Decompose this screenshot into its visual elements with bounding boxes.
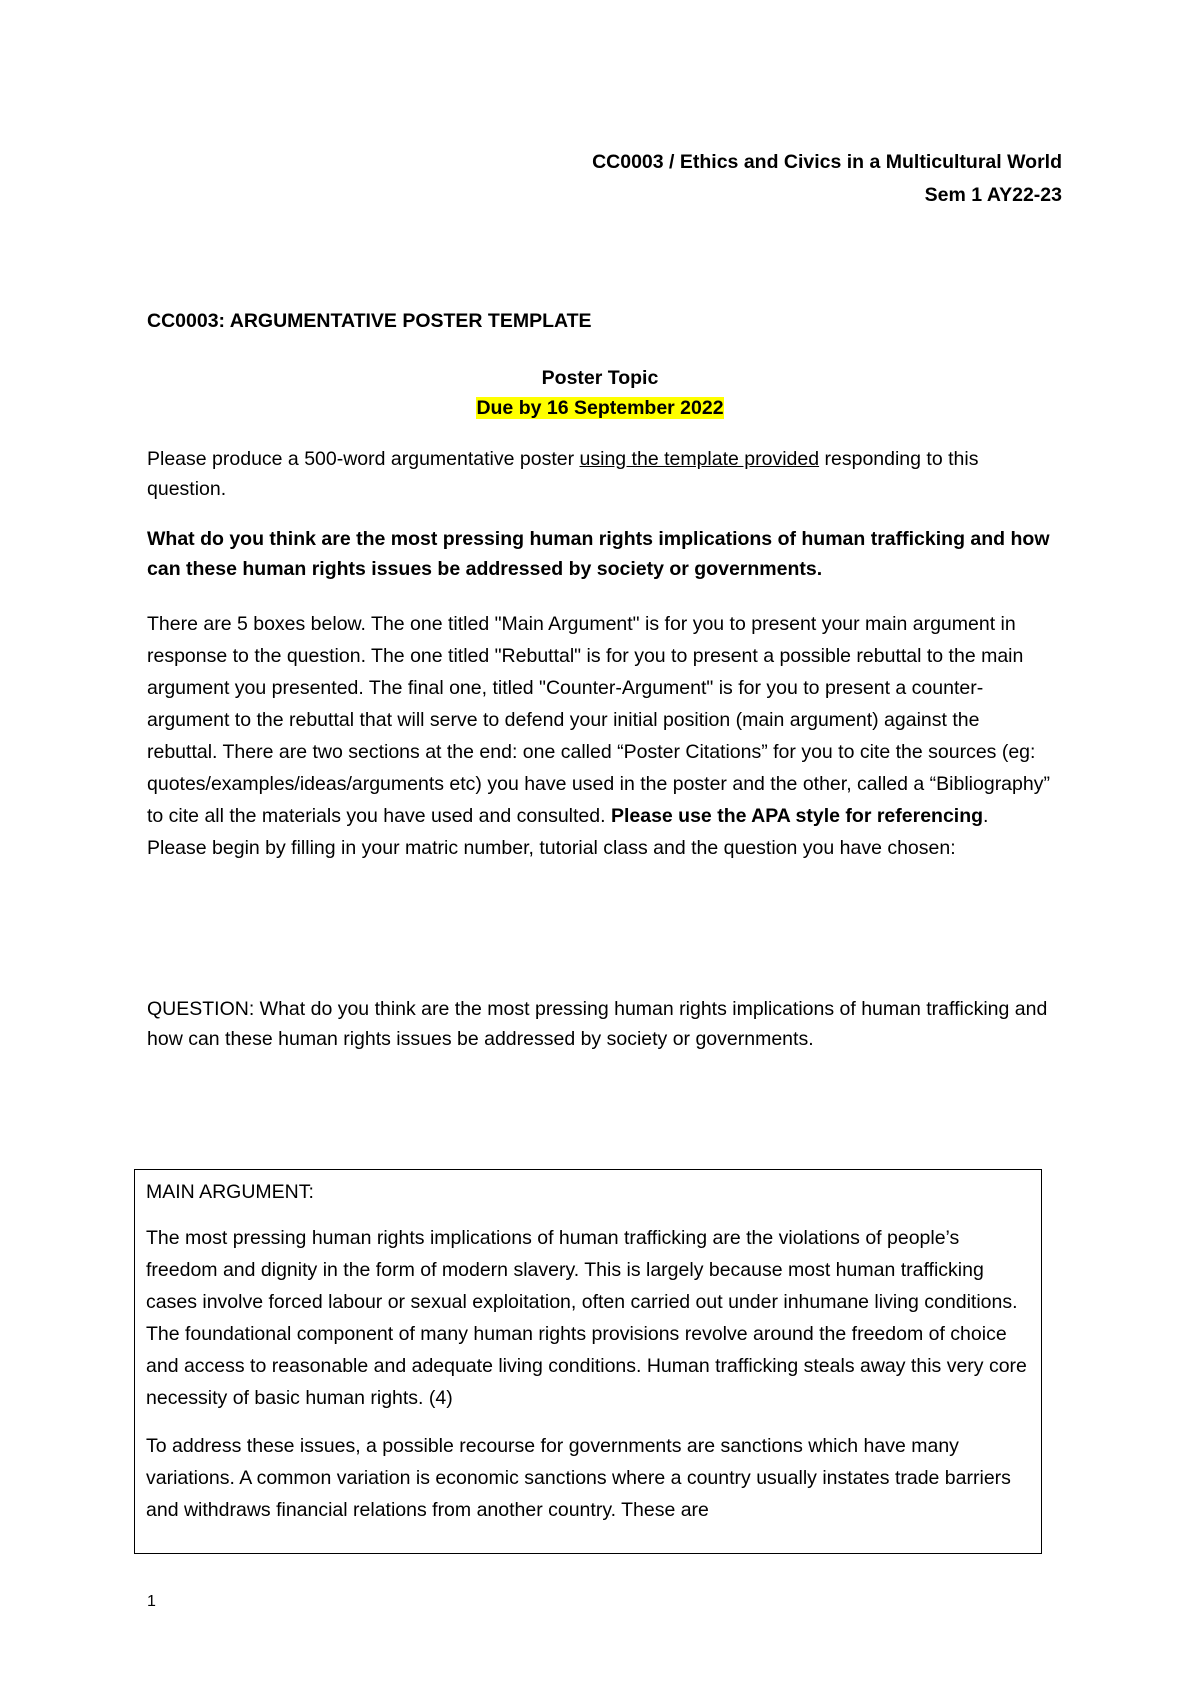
- due-date: Due by 16 September 2022: [476, 397, 724, 419]
- instructions-bold: Please use the APA style for referencing: [610, 805, 984, 827]
- instructions-paragraph: [147, 608, 1052, 864]
- page-header: [592, 146, 1062, 212]
- main-argument-paragraph-1: The most pressing human rights implications of human trafficking are the violations of people’s freedom and dignity in the form of modern slavery. This is largely because most human trafficking cases involve forced labour or sexual exploitation, often carried out under inhumane living conditions. The foundational component of many human rights provisions revolve around the freedom of choice and access to reasonable and adequate living conditions. Human trafficking steals away this very core necessity of basic human rights. (4): [146, 1227, 1027, 1409]
- semester-line: Sem 1 AY22-23: [924, 184, 1062, 206]
- instructions-part2: . Please begin by filling in your matric number, tutorial class and the question you have chosen:: [147, 805, 989, 859]
- document-title: CC0003: ARGUMENTATIVE POSTER TEMPLATE: [147, 310, 592, 332]
- poster-topic: Poster Topic: [541, 367, 659, 389]
- question-bold: What do you think are the most pressing human rights implications of human trafficking and how can these human rights issues be addressed by society or governments.: [147, 528, 1050, 580]
- main-argument-heading: MAIN ARGUMENT:: [146, 1181, 314, 1203]
- topic-block: [0, 363, 1200, 423]
- intro-text-after: responding to this question.: [147, 448, 979, 500]
- instructions-part1: There are 5 boxes below. The one titled "Main Argument" is for you to present your main argument in response to the question. The one titled "Rebuttal" is for you to present a possible rebuttal to the main argument you presented. The final one, titled "Counter-Argument" is for you to present a counter-argument to the rebuttal that will serve to defend your initial position (main argument) against the rebuttal. There are two sections at the end: one called “Poster Citations” for you to cite the sources (eg: quotes/examples/ideas/arguments etc) you have used in the poster and the other, called a “Bibliography” to cite all the materials you have used and consulted.: [147, 613, 1050, 827]
- main-argument-paragraph-2: To address these issues, a possible recourse for governments are sanctions which have many variations. A common variation is economic sanctions where a country usually instates trade barriers and withdraws financial relations from another country. These are: [146, 1435, 1011, 1521]
- main-argument-box: [134, 1169, 1042, 1554]
- page-number: 1: [147, 1593, 156, 1610]
- intro-text-before: Please produce a 500-word argumentative poster: [147, 448, 580, 470]
- intro-underlined: using the template provided: [579, 448, 820, 470]
- intro-paragraph: [147, 444, 1052, 504]
- course-line: CC0003 / Ethics and Civics in a Multicultural World: [592, 151, 1062, 173]
- question-line: QUESTION: What do you think are the most pressing human rights implications of human trafficking and how can these human rights issues be addressed by society or governments.: [147, 998, 1048, 1050]
